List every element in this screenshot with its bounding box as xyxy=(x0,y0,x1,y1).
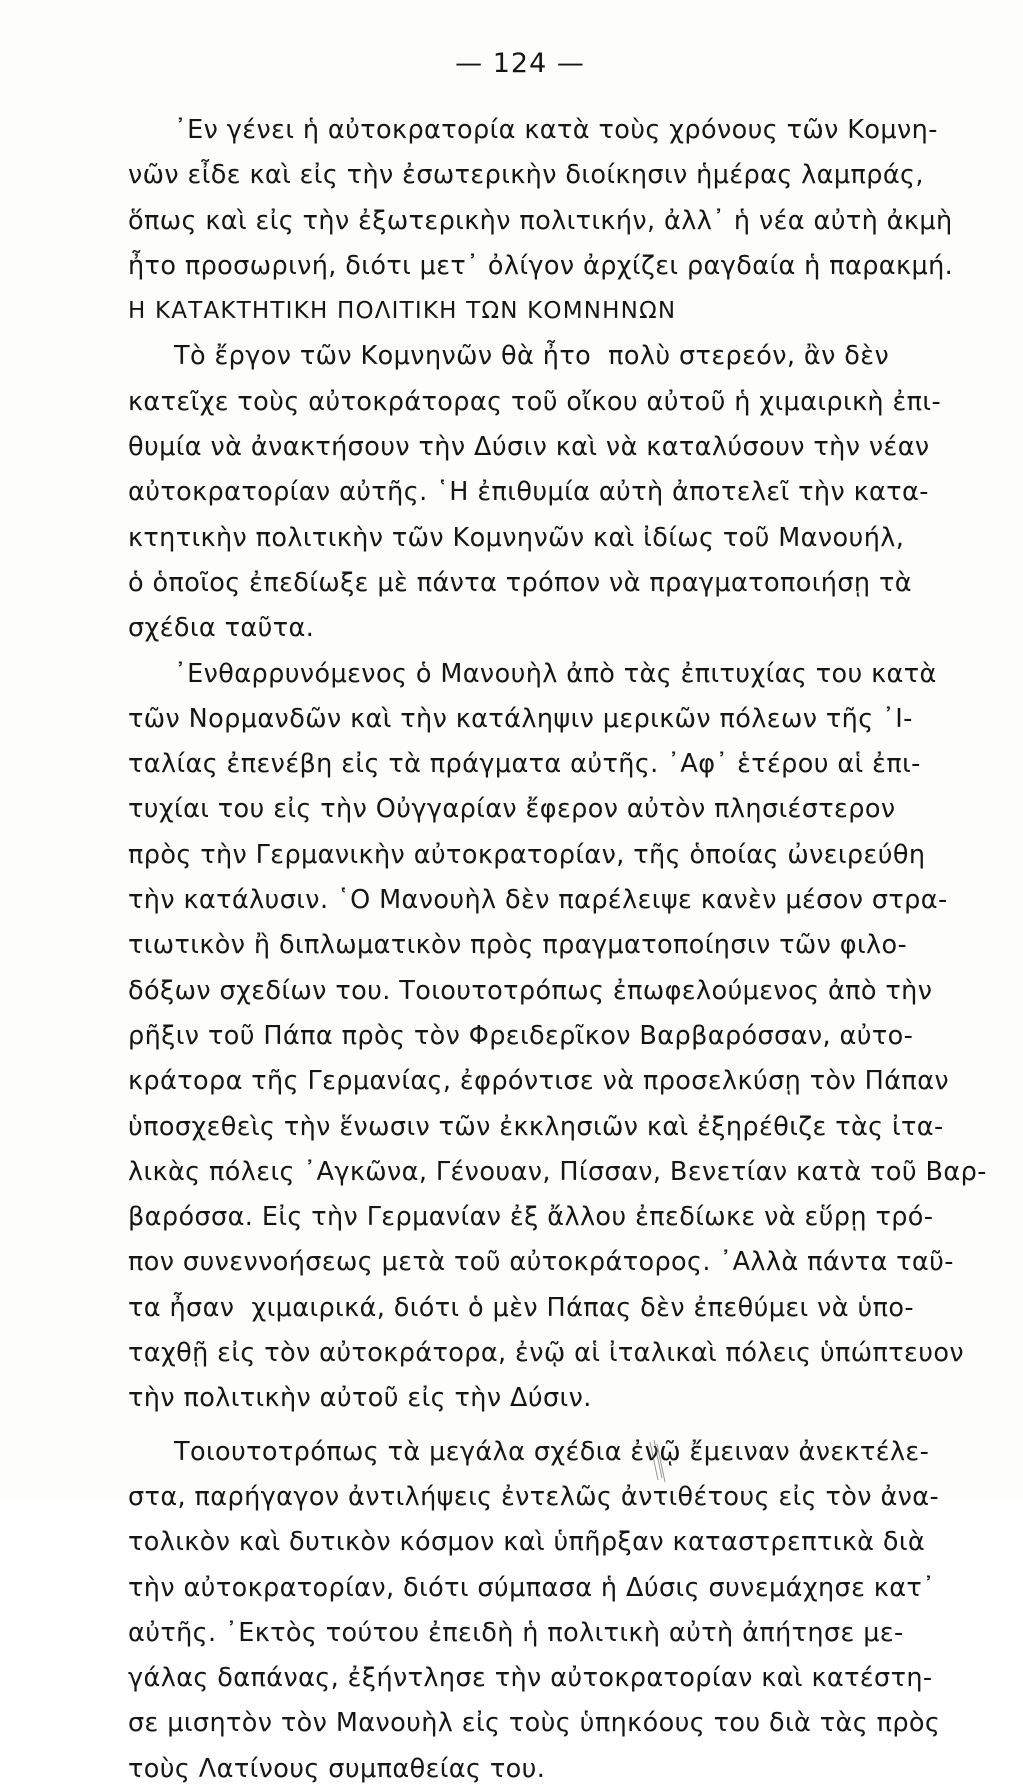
text-line: τιωτικὸν ἢ διπλωματικὸν πρὸς πραγματοποίησιν τῶν φιλο- xyxy=(128,930,908,961)
text-line: Τοιουτοτρόπως τὰ μεγάλα σχέδια ἐνῷ ἔμειναν ἀνεκτέλε- xyxy=(174,1436,930,1467)
text-line: τυχίαι του εἰς τὴν Οὐγγαρίαν ἔφερον αὐτὸν πλησιέστερον xyxy=(128,794,896,825)
text-line: ταχθῇ εἰς τὸν αὐτοκράτορα, ἐνῷ αἱ ἰταλικαὶ πόλεις ὑπώπτευον xyxy=(128,1338,965,1369)
text-line: τὴν αὐτοκρατορίαν, διότι σύμπασα ἡ Δύσις συνεμάχησε κατ᾿ xyxy=(128,1572,936,1603)
text-line: πρὸς τὴν Γερμανικὴν αὐτοκρατορίαν, τῆς ὁποίας ὠνειρεύθη xyxy=(128,839,926,870)
scan-streak-mark xyxy=(648,1440,668,1484)
text-line: στα, παρήγαγον ἀντιλήψεις ἐντελῶς ἀντιθέτους εἰς τὸν ἀνα- xyxy=(128,1481,940,1512)
body-text xyxy=(128,108,1023,1792)
text-line: αὐτοκρατορίαν αὐτῆς. ῾Η ἐπιθυμία αὐτὴ ἀποτελεῖ τὴν κατα- xyxy=(128,477,929,508)
text-line: ἦτο προσωρινή, διότι μετ᾿ ὀλίγον ἀρχίζει ραγδαία ἡ παρακμή. xyxy=(128,250,954,281)
text-line: γάλας δαπάνας, ἐξήντλησε τὴν αὐτοκρατορίαν καὶ κατέστη- xyxy=(128,1663,933,1694)
text-line: θυμία νὰ ἀνακτήσουν τὴν Δύσιν καὶ νὰ καταλύσουν τὴν νέαν xyxy=(128,432,930,463)
text-line: ὑποσχεθεὶς τὴν ἕνωσιν τῶν ἐκκλησιῶν καὶ ἐξηρέθιζε τὰς ἰτα- xyxy=(128,1111,944,1142)
text-line: ᾿Εν γένει ἡ αὐτοκρατορία κατὰ τοὺς χρόνους τῶν Κομνη- xyxy=(174,115,938,145)
text-line: σε μισητὸν τὸν Μανουὴλ εἰς τοὺς ὑπηκόους του διὰ τὰς πρὸς xyxy=(128,1708,941,1739)
text-line: πον συνεννοήσεως μετὰ τοῦ αὐτοκράτορος. ᾿Αλλὰ πάντα ταῦ- xyxy=(128,1247,954,1278)
text-line: τοὺς Λατίνους συμπαθείας του. xyxy=(128,1753,546,1784)
text-line: τὴν πολιτικὴν αὐτοῦ εἰς τὴν Δύσιν. xyxy=(128,1383,592,1414)
text-line: τὴν κατάλυσιν. ῾Ο Μανουὴλ δὲν παρέλειψε κανὲν μέσον στρα- xyxy=(128,885,948,916)
text-line: ταλίας ἐπενέβη εἰς τὰ πράγματα αὐτῆς. ᾿Αφ᾿ ἑτέρου αἱ ἐπι- xyxy=(128,749,921,780)
text-line: κράτορα τῆς Γερμανίας, ἐφρόντισε νὰ προσελκύσῃ τὸν Πάπαν xyxy=(128,1066,950,1097)
text-line: λικὰς πόλεις ᾿Αγκῶνα, Γένουαν, Πίσσαν, Βενετίαν κατὰ τοῦ Βαρ- xyxy=(128,1156,987,1187)
text-line: ρῆξιν τοῦ Πάπα πρὸς τὸν Φρειδερῖκον Βαρβαρόσσαν, αὐτο- xyxy=(128,1020,914,1051)
text-line: ὅπως καὶ εἰς τὴν ἐξωτερικὴν πολιτικήν, ἀλλ᾿ ἡ νέα αὐτὴ ἀκμὴ xyxy=(128,205,953,236)
section-heading: Η ΚΑΤΑΚΤΗΤΙΚΗ ΠΟΛΙΤΙΚΗ ΤΩΝ ΚΟΜΝΗΝΩΝ xyxy=(128,298,677,325)
page-number: — 124 — xyxy=(455,48,585,79)
text-line: δόξων σχεδίων του. Τοιουτοτρόπως ἐπωφελούμενος ἀπὸ τὴν xyxy=(128,975,933,1006)
text-line: Τὸ ἔργον τῶν Κομνηνῶν θὰ ἦτο πολὺ στερεόν, ἂν δὲν xyxy=(174,341,890,372)
text-line: τα ἦσαν χιμαιρικά, διότι ὁ μὲν Πάπας δὲν ἐπεθύμει νὰ ὑπο- xyxy=(128,1292,914,1323)
text-line: σχέδια ταῦτα. xyxy=(128,613,315,644)
text-line: νῶν εἶδε καὶ εἰς τὴν ἐσωτερικὴν διοίκησιν ἡμέρας λαμπράς, xyxy=(128,160,924,191)
text-line: βαρόσσα. Εἰς τὴν Γερμανίαν ἐξ ἄλλου ἐπεδίωκε νὰ εὕρῃ τρό- xyxy=(128,1202,934,1233)
text-line: τολικὸν καὶ δυτικὸν κόσμον καὶ ὑπῆρξαν καταστρεπτικὰ διὰ xyxy=(128,1527,926,1558)
text-line: ᾿Ενθαρρυνόμενος ὁ Μανουὴλ ἀπὸ τὰς ἐπιτυχίας του κατὰ xyxy=(174,658,937,689)
text-line: τῶν Νορμανδῶν καὶ τὴν κατάληψιν μερικῶν πόλεων τῆς ᾿Ι- xyxy=(128,703,913,734)
text-line: ὁ ὁποῖος ἐπεδίωξε μὲ πάντα τρόπον νὰ πραγματοποιήσῃ τὰ xyxy=(128,567,912,598)
text-line: κτητικὴν πολιτικὴν τῶν Κομνηνῶν καὶ ἰδίως τοῦ Μανουήλ, xyxy=(128,522,905,553)
text-line: κατεῖχε τοὺς αὐτοκράτορας τοῦ οἴκου αὐτοῦ ἡ χιμαιρικὴ ἐπι- xyxy=(128,386,942,417)
text-line: αὐτῆς. ᾿Εκτὸς τούτου ἐπειδὴ ἡ πολιτικὴ αὐτὴ ἀπήτησε με- xyxy=(128,1617,904,1648)
